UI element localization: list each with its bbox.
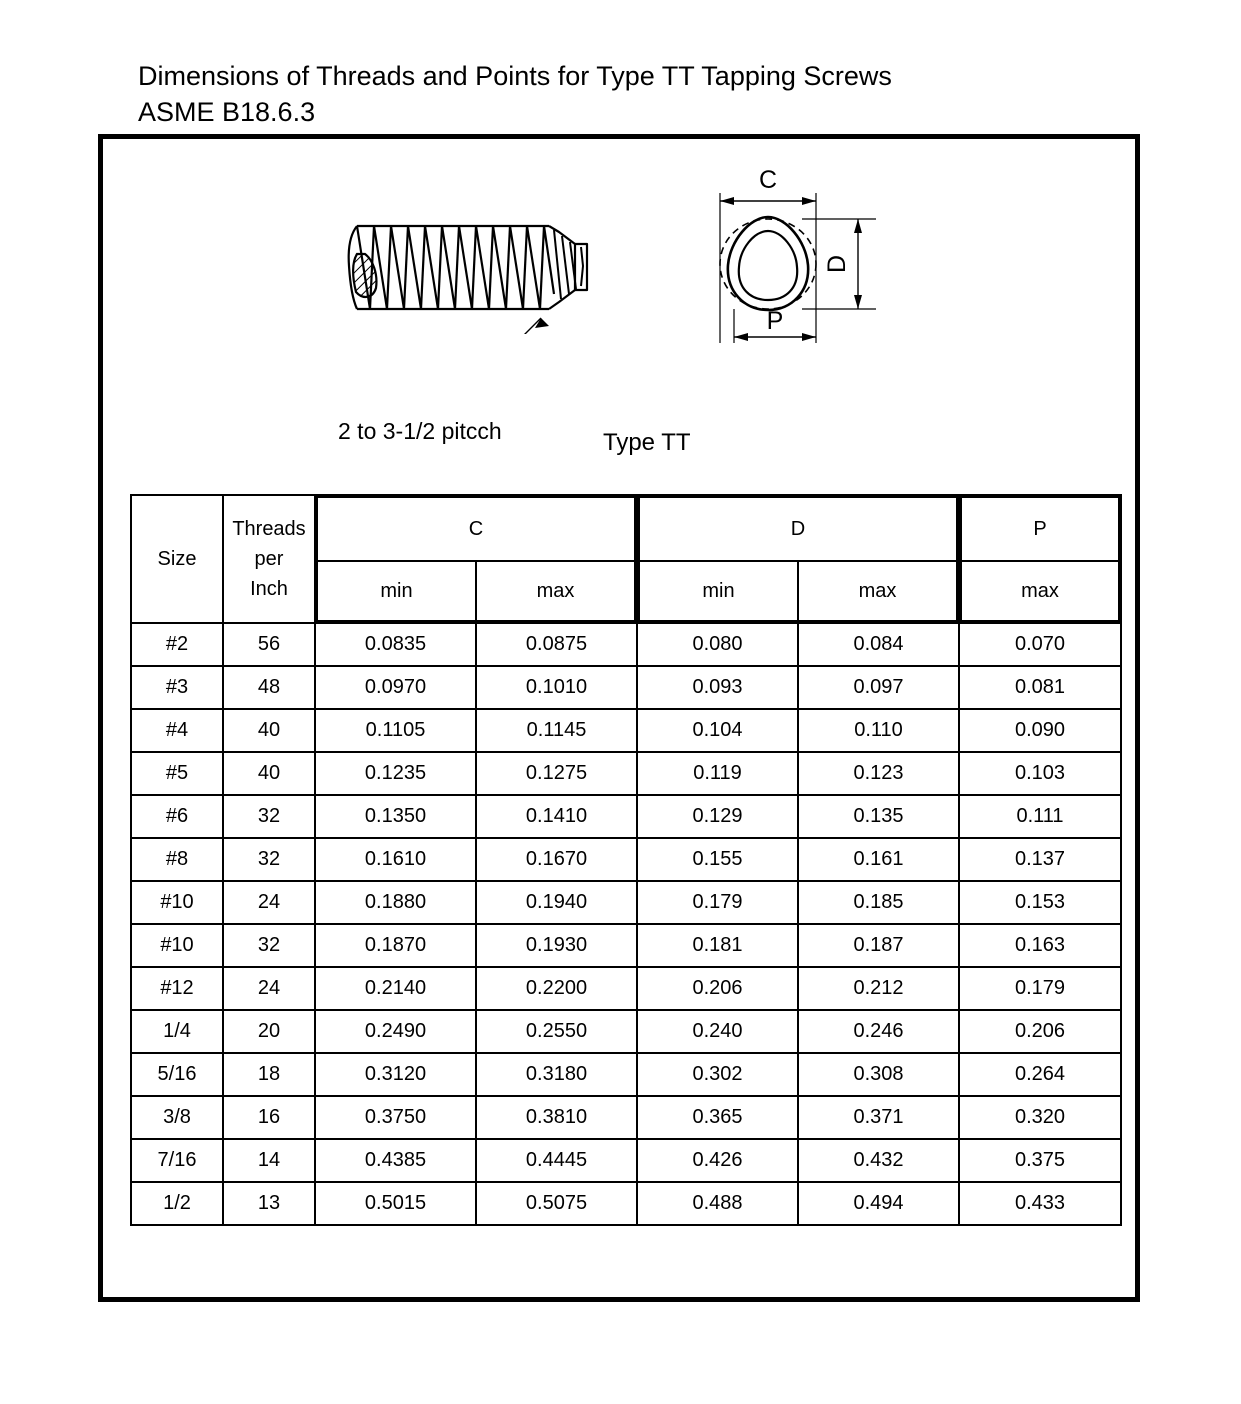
cell-p-max: 0.375: [959, 1139, 1121, 1182]
threads-header-line-3: Inch: [250, 578, 288, 600]
cell-threads: 32: [223, 838, 315, 881]
cell-c-min: 0.3750: [315, 1096, 476, 1139]
cell-p-max: 0.111: [959, 795, 1121, 838]
cell-c-max: 0.2200: [476, 967, 637, 1010]
cell-c-max: 0.0875: [476, 623, 637, 666]
title-line-2: ASME B18.6.3: [138, 97, 316, 127]
group-d-label: D: [639, 497, 957, 561]
table-row: [131, 1053, 1121, 1096]
cell-size: #3: [131, 666, 223, 709]
table-body: [131, 623, 1121, 1225]
cell-threads: 14: [223, 1139, 315, 1182]
dimension-label-p: P: [766, 307, 784, 335]
cell-c-min: 0.3120: [315, 1053, 476, 1096]
cell-c-min: 0.1610: [315, 838, 476, 881]
cell-d-max: 0.123: [798, 752, 959, 795]
cell-d-min: 0.155: [637, 838, 798, 881]
type-tt-label: Type TT: [603, 429, 691, 456]
cell-p-max: 0.081: [959, 666, 1121, 709]
dimension-label-d: D: [823, 254, 851, 274]
cell-d-max: 0.432: [798, 1139, 959, 1182]
cell-d-min: 0.181: [637, 924, 798, 967]
drawing-frame: [98, 134, 1140, 1302]
table-row: [131, 967, 1121, 1010]
table-header-row: [131, 495, 1121, 623]
cell-threads: 56: [223, 623, 315, 666]
table-row: [131, 924, 1121, 967]
table-row: [131, 1010, 1121, 1053]
cell-d-max: 0.135: [798, 795, 959, 838]
cell-c-max: 0.1670: [476, 838, 637, 881]
cell-c-max: 0.1940: [476, 881, 637, 924]
cell-d-min: 0.302: [637, 1053, 798, 1096]
cell-c-max: 0.4445: [476, 1139, 637, 1182]
cell-threads: 24: [223, 967, 315, 1010]
cell-c-max: 0.1930: [476, 924, 637, 967]
cell-d-max: 0.084: [798, 623, 959, 666]
column-header-group-p: [959, 495, 1121, 623]
cell-threads: 40: [223, 709, 315, 752]
dimensions-table: [130, 494, 1122, 1226]
cell-c-max: 0.2550: [476, 1010, 637, 1053]
cell-p-max: 0.153: [959, 881, 1121, 924]
table-row: [131, 623, 1121, 666]
table-header: [131, 495, 1121, 623]
cell-d-min: 0.104: [637, 709, 798, 752]
cell-threads: 24: [223, 881, 315, 924]
cell-size: #4: [131, 709, 223, 752]
cell-d-min: 0.206: [637, 967, 798, 1010]
column-header-d-min: min: [639, 561, 798, 621]
cell-size: 5/16: [131, 1053, 223, 1096]
cell-d-max: 0.161: [798, 838, 959, 881]
cell-size: 1/2: [131, 1182, 223, 1225]
cell-c-min: 0.1880: [315, 881, 476, 924]
dimension-label-c: C: [758, 166, 778, 194]
column-header-p-max: max: [961, 561, 1119, 621]
cell-d-min: 0.179: [637, 881, 798, 924]
table-row: [131, 795, 1121, 838]
cell-d-min: 0.093: [637, 666, 798, 709]
cell-p-max: 0.163: [959, 924, 1121, 967]
cell-size: #5: [131, 752, 223, 795]
cell-size: 7/16: [131, 1139, 223, 1182]
group-p-label: P: [961, 497, 1119, 561]
cell-p-max: 0.179: [959, 967, 1121, 1010]
column-header-c-min: min: [317, 561, 476, 621]
table-row: [131, 1139, 1121, 1182]
cell-p-max: 0.206: [959, 1010, 1121, 1053]
cell-p-max: 0.320: [959, 1096, 1121, 1139]
cell-c-max: 0.1275: [476, 752, 637, 795]
cell-threads: 18: [223, 1053, 315, 1096]
cell-threads: 20: [223, 1010, 315, 1053]
table-row: [131, 838, 1121, 881]
cell-size: #8: [131, 838, 223, 881]
cell-d-max: 0.308: [798, 1053, 959, 1096]
group-d-subheader: [638, 496, 958, 622]
cell-c-max: 0.3810: [476, 1096, 637, 1139]
table-row: [131, 1096, 1121, 1139]
cell-p-max: 0.070: [959, 623, 1121, 666]
cell-c-min: 0.1235: [315, 752, 476, 795]
cell-size: #10: [131, 924, 223, 967]
cell-threads: 32: [223, 924, 315, 967]
cell-d-max: 0.110: [798, 709, 959, 752]
figure-area: [103, 139, 1135, 489]
table-row: [131, 709, 1121, 752]
column-header-d-max: max: [798, 561, 957, 621]
cell-d-max: 0.187: [798, 924, 959, 967]
column-header-group-c: [315, 495, 637, 623]
cell-c-min: 0.0970: [315, 666, 476, 709]
column-header-group-d: [637, 495, 959, 623]
cell-c-max: 0.5075: [476, 1182, 637, 1225]
table-row: [131, 666, 1121, 709]
column-header-c-max: max: [476, 561, 635, 621]
cell-c-min: 0.1105: [315, 709, 476, 752]
column-header-threads-per-inch: [223, 495, 315, 623]
table-row: [131, 752, 1121, 795]
cell-p-max: 0.137: [959, 838, 1121, 881]
cell-threads: 16: [223, 1096, 315, 1139]
cell-d-max: 0.097: [798, 666, 959, 709]
cell-p-max: 0.264: [959, 1053, 1121, 1096]
cell-c-max: 0.1410: [476, 795, 637, 838]
table-row: [131, 1182, 1121, 1225]
cell-d-min: 0.426: [637, 1139, 798, 1182]
table-row: [131, 881, 1121, 924]
group-p-subheader: [960, 496, 1120, 622]
cell-c-min: 0.4385: [315, 1139, 476, 1182]
cell-c-min: 0.1350: [315, 795, 476, 838]
cell-c-max: 0.1145: [476, 709, 637, 752]
cell-p-max: 0.433: [959, 1182, 1121, 1225]
screw-side-view-diagram: [343, 214, 633, 334]
cell-size: 3/8: [131, 1096, 223, 1139]
cell-d-max: 0.494: [798, 1182, 959, 1225]
cell-p-max: 0.090: [959, 709, 1121, 752]
cell-d-min: 0.365: [637, 1096, 798, 1139]
cell-d-min: 0.080: [637, 623, 798, 666]
cell-size: #6: [131, 795, 223, 838]
threads-header-line-2: per: [254, 548, 284, 570]
cell-d-max: 0.212: [798, 967, 959, 1010]
cell-d-min: 0.240: [637, 1010, 798, 1053]
title-line-1: Dimensions of Threads and Points for Type TT Tapping Screws: [138, 61, 892, 91]
taper-callout-line-1: 2 to 3-1/2 pitcch: [338, 418, 502, 444]
cell-c-min: 0.5015: [315, 1182, 476, 1225]
cell-d-min: 0.488: [637, 1182, 798, 1225]
cell-size: #2: [131, 623, 223, 666]
cell-threads: 13: [223, 1182, 315, 1225]
cell-c-min: 0.0835: [315, 623, 476, 666]
cell-d-min: 0.119: [637, 752, 798, 795]
threads-header-line-1: Threads: [232, 518, 306, 540]
group-c-subheader: [316, 496, 636, 622]
cell-c-min: 0.2140: [315, 967, 476, 1010]
cell-d-max: 0.246: [798, 1010, 959, 1053]
cell-c-max: 0.3180: [476, 1053, 637, 1096]
cross-section-diagram: [698, 161, 908, 376]
cell-p-max: 0.103: [959, 752, 1121, 795]
cell-c-max: 0.1010: [476, 666, 637, 709]
cell-c-min: 0.2490: [315, 1010, 476, 1053]
cell-c-min: 0.1870: [315, 924, 476, 967]
cell-d-max: 0.185: [798, 881, 959, 924]
group-c-label: C: [317, 497, 635, 561]
cell-size: #10: [131, 881, 223, 924]
cell-threads: 32: [223, 795, 315, 838]
column-header-size: Size: [131, 495, 223, 623]
cell-threads: 40: [223, 752, 315, 795]
cell-d-max: 0.371: [798, 1096, 959, 1139]
cell-size: 1/4: [131, 1010, 223, 1053]
cell-d-min: 0.129: [637, 795, 798, 838]
page-title: [138, 58, 1088, 130]
cell-threads: 48: [223, 666, 315, 709]
cell-size: #12: [131, 967, 223, 1010]
